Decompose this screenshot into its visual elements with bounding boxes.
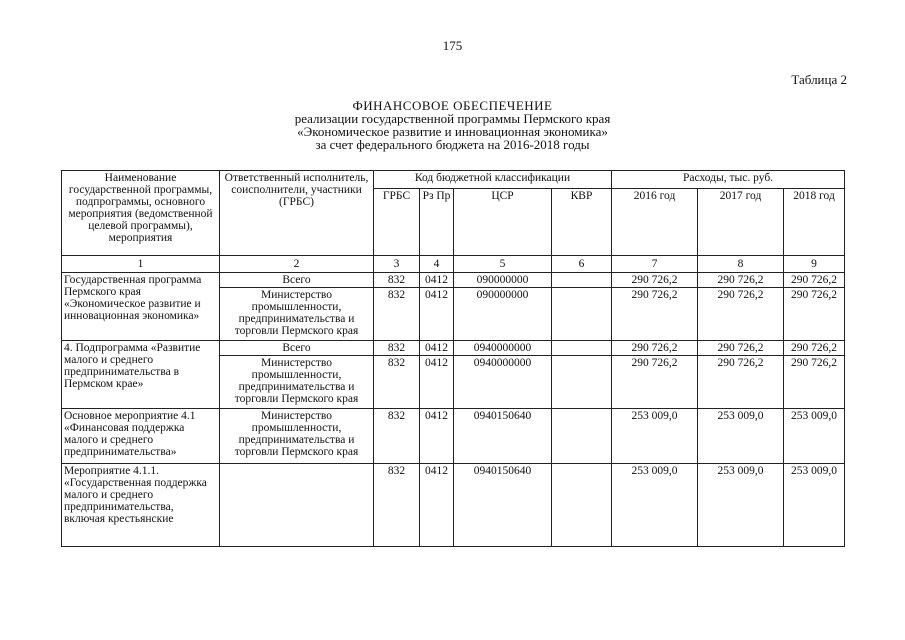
- row-rzpr: 0412: [420, 464, 454, 547]
- header-name: Наименование государственной программы, подпрограммы, основного мероприятия (ведомственной целевой программы), мероприятия: [62, 171, 220, 256]
- col-num: 3: [374, 256, 420, 273]
- row-2016: 253 009,0: [612, 464, 698, 547]
- row-2017: 290 726,2: [698, 356, 784, 409]
- row-name: Государственная программа Пермского края «Экономическое развитие и инновационная экономика»: [62, 273, 220, 341]
- row-kvr: [552, 409, 612, 464]
- row-2017: 253 009,0: [698, 464, 784, 547]
- header-2017: 2017 год: [698, 189, 784, 256]
- header-budget-code: Код бюджетной классификации: [374, 171, 612, 189]
- row-2017: 290 726,2: [698, 273, 784, 288]
- row-rzpr: 0412: [420, 273, 454, 288]
- row-executor: [220, 464, 374, 547]
- row-2017: 253 009,0: [698, 409, 784, 464]
- row-2016: 290 726,2: [612, 273, 698, 288]
- document-title: [0, 99, 905, 151]
- table-label: Таблица 2: [791, 72, 847, 87]
- col-num: 6: [552, 256, 612, 273]
- row-executor: Всего: [220, 273, 374, 288]
- row-grbs: 832: [374, 356, 420, 409]
- row-name: Основное мероприятие 4.1 «Финансовая поддержка малого и среднего предпринимательства»: [62, 409, 220, 464]
- header-executor: Ответственный исполнитель, соисполнители, участники (ГРБС): [220, 171, 374, 256]
- row-grbs: 832: [374, 288, 420, 341]
- header-kvr: КВР: [552, 189, 612, 256]
- title-line-2: реализации государственной программы Пермского края: [294, 111, 611, 126]
- row-executor: Министерство промышленности, предпринимательства и торговли Пермского края: [220, 356, 374, 409]
- row-rzpr: 0412: [420, 341, 454, 356]
- row-kvr: [552, 273, 612, 288]
- title-line-1: ФИНАНСОВОЕ ОБЕСПЕЧЕНИЕ: [352, 98, 553, 113]
- row-csr: 0940000000: [454, 356, 552, 409]
- col-num: 8: [698, 256, 784, 273]
- row-2018: 253 009,0: [784, 464, 845, 547]
- row-csr: 090000000: [454, 273, 552, 288]
- row-2018: 290 726,2: [784, 341, 845, 356]
- header-expenses: Расходы, тыс. руб.: [612, 171, 845, 189]
- col-num: 2: [220, 256, 374, 273]
- row-2016: 290 726,2: [612, 341, 698, 356]
- row-2018: 253 009,0: [784, 409, 845, 464]
- row-csr: 090000000: [454, 288, 552, 341]
- row-2016: 290 726,2: [612, 356, 698, 409]
- row-2017: 290 726,2: [698, 288, 784, 341]
- row-kvr: [552, 356, 612, 409]
- row-rzpr: 0412: [420, 288, 454, 341]
- table-row: [62, 273, 845, 288]
- title-line-4: за счет федерального бюджета на 2016-2018 годы: [315, 137, 590, 152]
- col-num: 4: [420, 256, 454, 273]
- table-row: [62, 409, 845, 464]
- row-rzpr: 0412: [420, 409, 454, 464]
- row-grbs: 832: [374, 341, 420, 356]
- row-grbs: 832: [374, 409, 420, 464]
- header-2016: 2016 год: [612, 189, 698, 256]
- row-grbs: 832: [374, 273, 420, 288]
- header-rzpr: Рз Пр: [420, 189, 454, 256]
- row-kvr: [552, 288, 612, 341]
- row-kvr: [552, 464, 612, 547]
- row-csr: 0940150640: [454, 409, 552, 464]
- row-grbs: 832: [374, 464, 420, 547]
- row-kvr: [552, 341, 612, 356]
- row-csr: 0940000000: [454, 341, 552, 356]
- row-2018: 290 726,2: [784, 356, 845, 409]
- row-2016: 253 009,0: [612, 409, 698, 464]
- col-num: 7: [612, 256, 698, 273]
- row-name: 4. Подпрограмма «Развитие малого и среднего предпринимательства в Пермском крае»: [62, 341, 220, 409]
- row-2016: 290 726,2: [612, 288, 698, 341]
- col-num: 5: [454, 256, 552, 273]
- row-rzpr: 0412: [420, 356, 454, 409]
- header-2018: 2018 год: [784, 189, 845, 256]
- col-num: 9: [784, 256, 845, 273]
- row-name: Мероприятие 4.1.1. «Государственная поддержка малого и среднего предпринимательства, включая крестьянские: [62, 464, 220, 547]
- header-row-1: [62, 171, 845, 189]
- row-2018: 290 726,2: [784, 273, 845, 288]
- row-2017: 290 726,2: [698, 341, 784, 356]
- page-number: 175: [442, 38, 463, 53]
- financing-table: [61, 170, 845, 547]
- table-row: [62, 464, 845, 547]
- column-number-row: [62, 256, 845, 273]
- row-executor: Министерство промышленности, предпринимательства и торговли Пермского края: [220, 409, 374, 464]
- row-2018: 290 726,2: [784, 288, 845, 341]
- row-csr: 0940150640: [454, 464, 552, 547]
- col-num: 1: [62, 256, 220, 273]
- title-line-3: «Экономическое развитие и инновационная экономика»: [297, 124, 608, 139]
- header-csr: ЦСР: [454, 189, 552, 256]
- row-executor: Министерство промышленности, предпринимательства и торговли Пермского края: [220, 288, 374, 341]
- table-row: [62, 341, 845, 356]
- header-grbs: ГРБС: [374, 189, 420, 256]
- row-executor: Всего: [220, 341, 374, 356]
